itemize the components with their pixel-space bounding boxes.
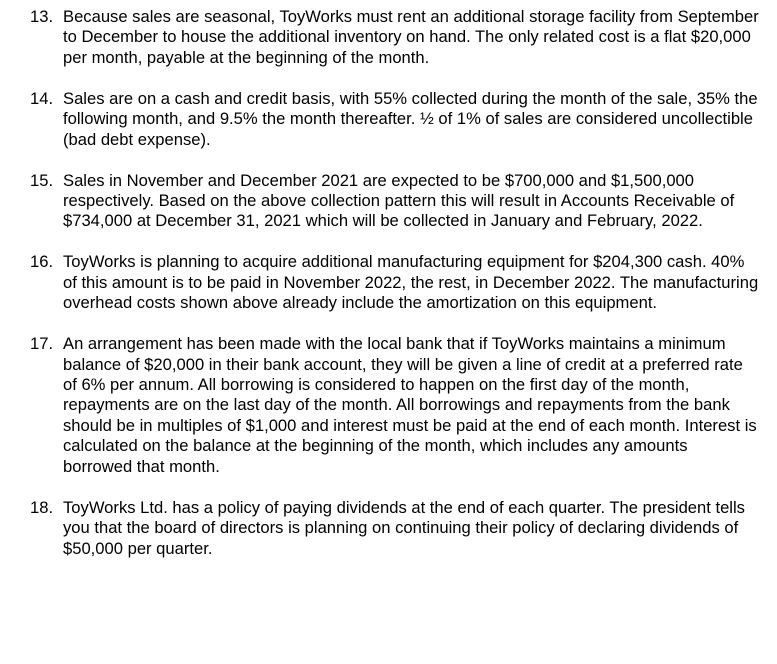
item-number: 17. — [30, 334, 54, 354]
item-text: ToyWorks is planning to acquire additional manufacturing equipment for $204,300 cash. 40% of this amount is to be paid in November 2022, the rest, in December 2022. The manufacturing overhead costs shown above already include the amortization on this equipment. — [63, 252, 759, 313]
list-item-17 — [0, 334, 777, 477]
item-text: Sales in November and December 2021 are expected to be $700,000 and $1,500,000 respectively. Based on the above collection pattern this will result in Accounts Receivable of $734,000 at December 31, 2021 which will be collected in January and February, 2022. — [63, 170, 735, 231]
numbered-list — [0, 7, 777, 580]
item-number: 13. — [30, 7, 54, 26]
item-text: Because sales are seasonal, ToyWorks must rent an additional storage facility from September to December to house the additional inventory on hand. The only related cost is a flat $20,000 per month, payable at the beginning of the month. — [63, 7, 759, 67]
item-number: 14. — [30, 88, 54, 108]
item-number: 18. — [30, 497, 54, 517]
list-item-13 — [0, 7, 777, 68]
item-text: An arrangement has been made with the local bank that if ToyWorks maintains a minimum balance of $20,000 in their bank account, they will be given a line of credit at a preferred rate of 6% per annum. All borrowing is considered to happen on the first day of the month, repayments are on the last day of the month. All borrowings and repayments from the bank should be in multiples of $1,000 and interest must be paid at the end of each month. Interest is calculated on the balance at the beginning of the month, which includes any amounts borrowed that month. — [63, 334, 757, 476]
list-item-15 — [0, 171, 777, 232]
item-text: ToyWorks Ltd. has a policy of paying dividends at the end of each quarter. The president tells you that the board of directors is planning on continuing their policy of declaring dividends of $50,000 per quarter. — [63, 497, 745, 558]
list-item-14 — [0, 89, 777, 150]
list-item-18 — [0, 498, 777, 559]
item-text: Sales are on a cash and credit basis, with 55% collected during the month of the sale, 35% the following month, and 9.5% the month thereafter. ½ of 1% of sales are considered uncollectible (bad debt expense). — [63, 88, 758, 149]
list-item-16 — [0, 252, 777, 313]
item-number: 15. — [30, 170, 54, 190]
item-number: 16. — [30, 252, 54, 272]
